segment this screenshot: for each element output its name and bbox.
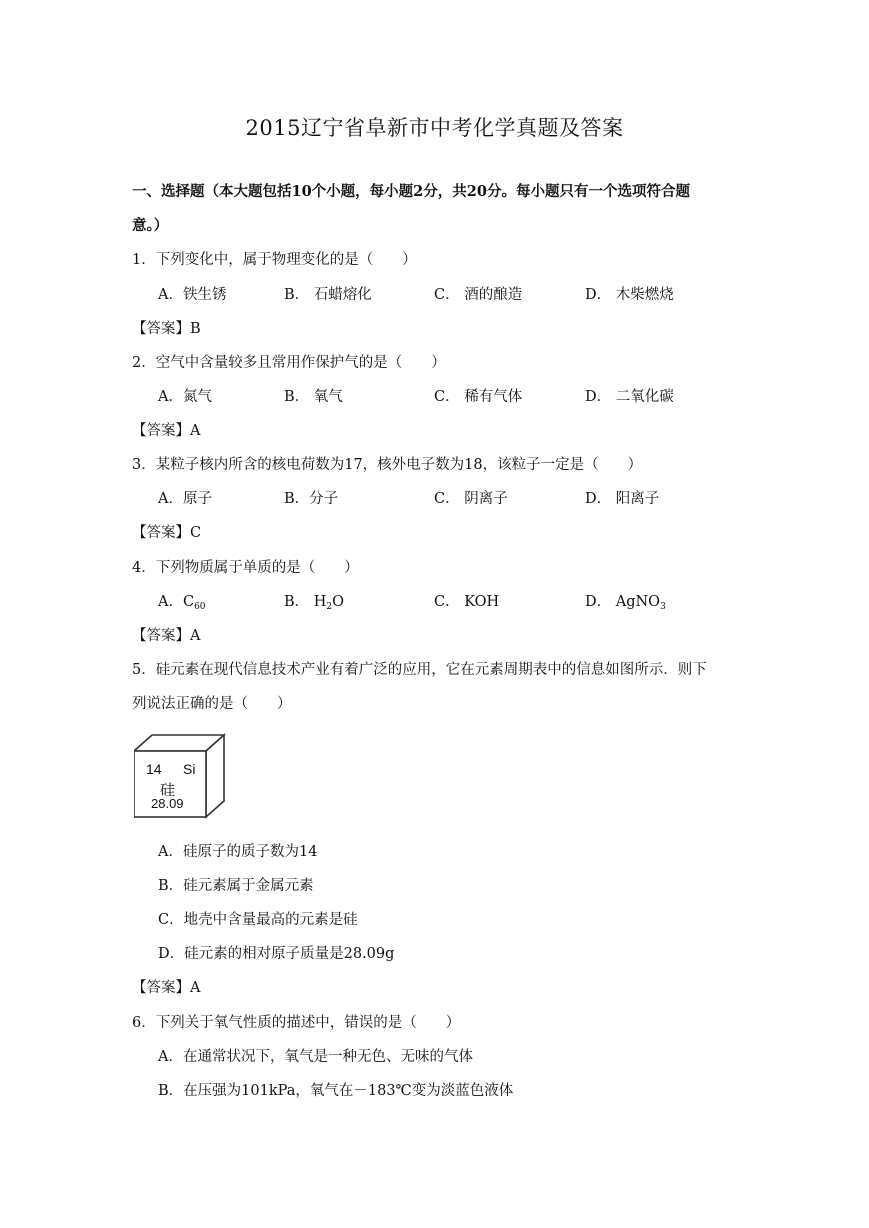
option-a: A．铁生锈 — [158, 287, 227, 303]
question-2-options — [158, 385, 758, 409]
option-d: D． 二氧化碳 — [585, 389, 674, 405]
question-1-answer: 【答案】B — [132, 321, 201, 337]
option-d: D． AgNO$_3$ — [585, 594, 666, 612]
option-b: B． 石蜡熔化 — [284, 287, 372, 303]
option-b: B．分子 — [284, 491, 339, 507]
option-c: C． 酒的酿造 — [434, 287, 523, 303]
option-b: B． 氧气 — [284, 389, 343, 405]
option-c: C． 阴离子 — [434, 491, 508, 507]
option-d: D．硅元素的相对原子质量是28.09g — [158, 946, 395, 962]
option-a: A．氮气 — [158, 389, 212, 405]
question-3-stem: 3．某粒子核内所含的核电荷数为17，核外电子数为18，该粒子一定是（ ） — [132, 457, 643, 473]
option-a: A．在通常状况下，氧气是一种无色、无味的气体 — [158, 1049, 473, 1065]
option-d: D． 木柴燃烧 — [585, 287, 674, 303]
section-header-line1: 一、选择题（本大题包括10个小题，每小题2分，共20分。每小题只有一个选项符合题 — [132, 183, 690, 200]
question-1-stem: 1．下列变化中，属于物理变化的是（ ） — [132, 252, 417, 268]
option-d: D． 阳离子 — [585, 491, 660, 507]
question-4-stem: 4．下列物质属于单质的是（ ） — [132, 560, 359, 576]
option-b: B． $H_2O$ — [284, 594, 345, 612]
question-5-answer: 【答案】A — [132, 980, 201, 996]
question-5-stem-line1: 5．硅元素在现代信息技术产业有着广泛的应用，它在元素周期表中的信息如图所示．则下 — [132, 662, 707, 678]
option-a: A．$C_{60}$ — [158, 594, 206, 612]
option-c: C． KOH — [434, 594, 500, 610]
atomic-number: 14 — [146, 761, 162, 777]
element-symbol: Si — [183, 761, 196, 777]
option-a: A．原子 — [158, 491, 212, 507]
document-title: 2015辽宁省阜新市中考化学真题及答案 — [245, 116, 624, 140]
question-5-stem-line2: 列说法正确的是（ ） — [132, 696, 292, 712]
option-c: C．地壳中含量最高的元素是硅 — [158, 912, 358, 928]
question-2-answer: 【答案】A — [132, 423, 201, 439]
question-1-options — [158, 283, 758, 307]
question-6-stem: 6．下列关于氧气性质的描述中，错误的是（ ） — [132, 1015, 461, 1031]
question-3-options — [158, 487, 758, 511]
question-4-options — [158, 590, 758, 614]
question-4-answer: 【答案】A — [132, 628, 201, 644]
atomic-mass: 28.09 — [151, 796, 184, 811]
periodic-table-cell-figure — [134, 733, 226, 819]
section-header-line2: 意。） — [132, 217, 169, 234]
element-name: 硅 — [160, 781, 176, 799]
option-b: B．硅元素属于金属元素 — [158, 878, 314, 894]
question-2-stem: 2．空气中含量较多且常用作保护气的是（ ） — [132, 355, 446, 371]
option-a: A．硅原子的质子数为14 — [158, 844, 318, 860]
question-3-answer: 【答案】C — [132, 525, 202, 541]
option-c: C． 稀有气体 — [434, 389, 523, 405]
option-b: B．在压强为101kPa，氧气在－183℃变为淡蓝色液体 — [158, 1083, 514, 1099]
